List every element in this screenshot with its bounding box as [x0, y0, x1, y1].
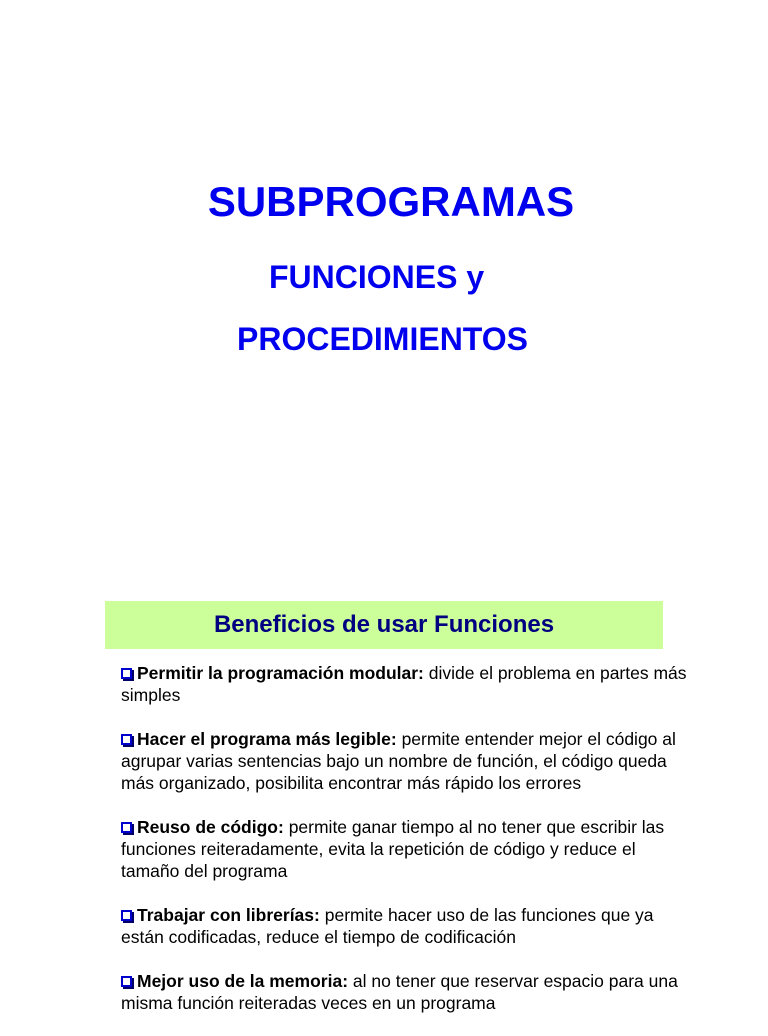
subtitle-line-1: FUNCIONES y: [269, 259, 485, 295]
section-title: Beneficios de usar Funciones: [213, 611, 555, 638]
benefit-item: [121, 662, 691, 706]
benefit-term: Reuso de código:: [137, 817, 284, 837]
benefit-term: Trabajar con librerías:: [137, 905, 320, 925]
section-banner: [105, 601, 663, 649]
subtitle-line-2: PROCEDIMIENTOS: [237, 321, 528, 357]
hollow-square-bullet-icon: [121, 668, 132, 679]
benefit-item: [121, 970, 691, 1014]
hollow-square-bullet-icon: [121, 910, 132, 921]
hollow-square-bullet-icon: [121, 976, 132, 987]
benefit-term: Permitir la programación modular:: [137, 663, 424, 683]
benefit-item: [121, 728, 691, 794]
benefit-text: al no tener que reservar espacio para una misma función reiteradas veces en un programa: [121, 971, 678, 1013]
benefit-term: Hacer el programa más legible:: [137, 729, 397, 749]
benefit-text: divide el problema en partes más simples: [121, 663, 687, 705]
benefit-item: [121, 816, 691, 882]
hollow-square-bullet-icon: [121, 822, 132, 833]
page-title: SUBPROGRAMAS: [207, 178, 575, 225]
benefit-text: permite ganar tiempo al no tener que escribir las funciones reiteradamente, evita la repetición de código y reduce el tamaño del programa: [121, 817, 665, 881]
hollow-square-bullet-icon: [121, 734, 132, 745]
benefits-list: [121, 662, 691, 1036]
benefit-term: Mejor uso de la memoria:: [137, 971, 349, 991]
benefit-item: [121, 904, 691, 948]
benefit-text: permite hacer uso de las funciones que ya están codificadas, reduce el tiempo de codificación: [121, 905, 654, 947]
benefit-text: permite entender mejor el código al agrupar varias sentencias bajo un nombre de función, el código queda más organizado, posibilita encontrar más rápido los errores: [121, 729, 676, 793]
